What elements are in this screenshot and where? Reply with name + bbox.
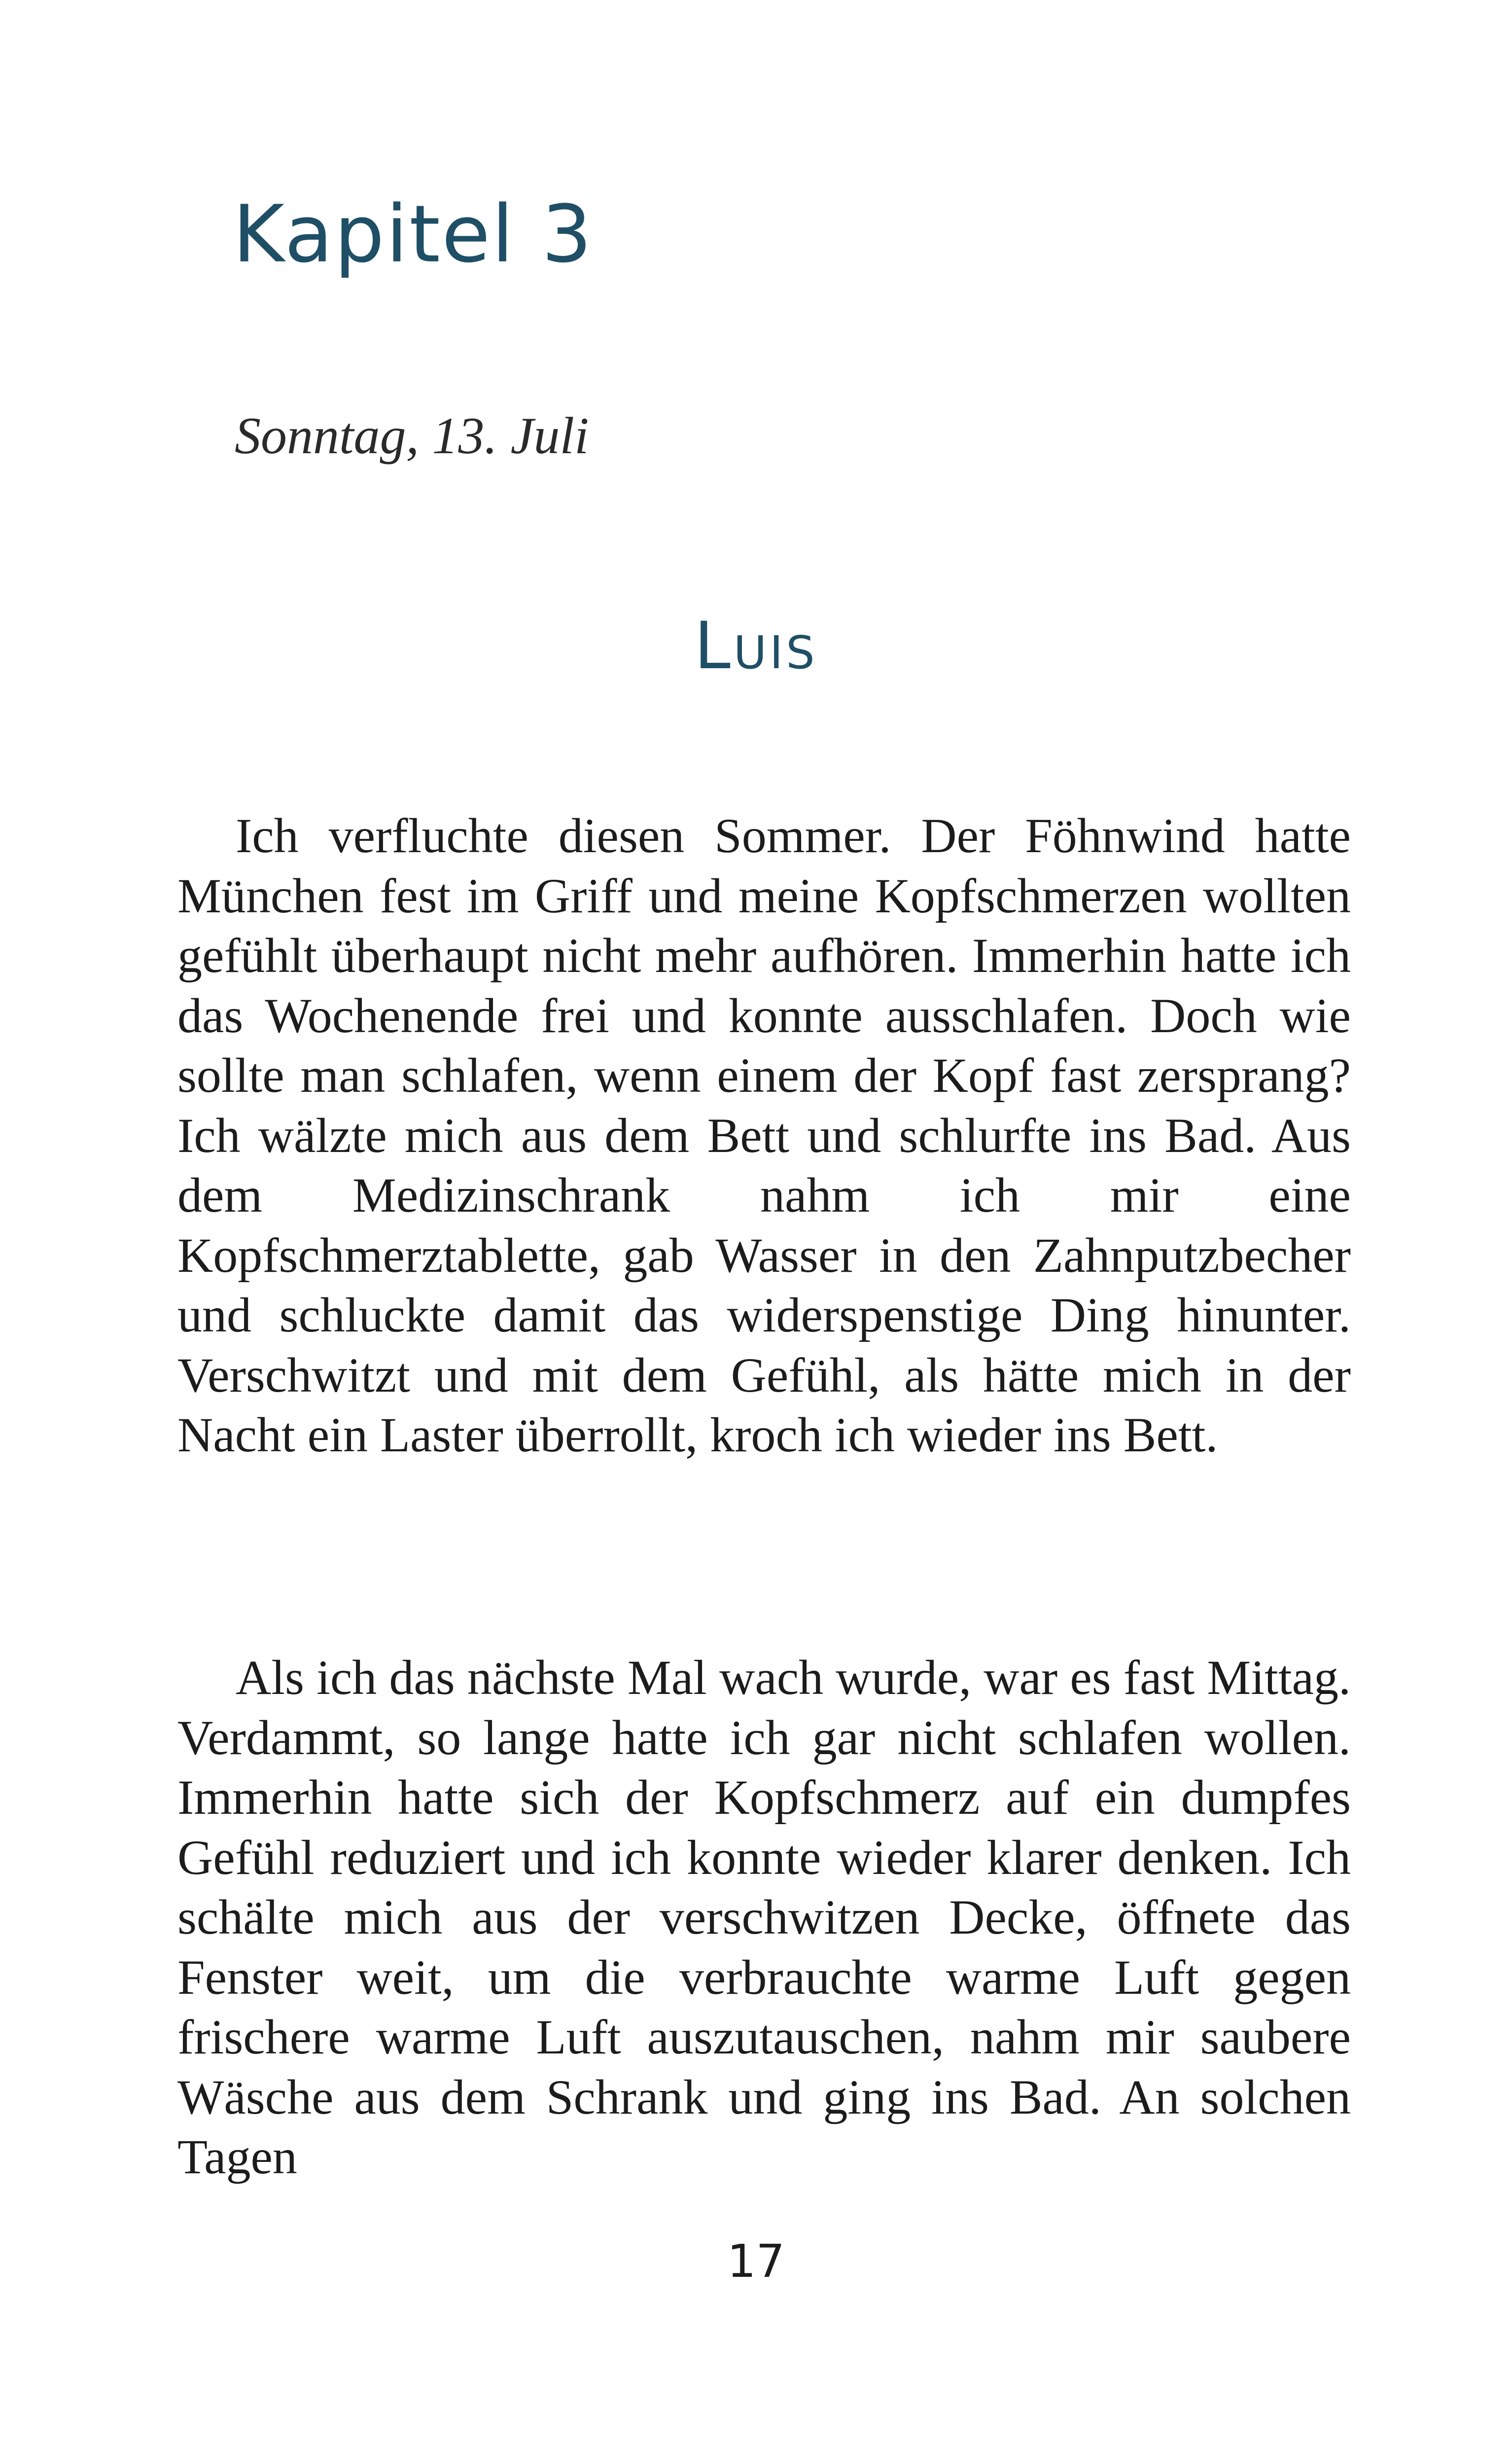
- paragraph-2: Als ich das nächste Mal wach wurde, war es fast Mittag. Verdammt, so lange hatte ich gar nicht schlafen wollen. Immerhin hatte sich der Kopfschmerz auf ein dumpfes Gefühl reduziert und ich konnte wieder klarer denken. Ich schälte mich aus der verschwitzen Decke, öffnete das Fenster weit, um die verbrauchte warme Luft gegen frischere warme Luft auszutauschen, nahm mir saubere Wäsche aus dem Schrank und ging ins Bad. An solchen Tagen: [177, 1650, 1351, 2184]
- paragraph-1: Ich verfluchte diesen Sommer. Der Föhnwind hatte München fest im Griff und meine Kopfschmerzen wollten gefühlt überhaupt nicht mehr aufhören. Immerhin hatte ich das Wochenende frei und konnte ausschlafen. Doch wie sollte man schlafen, wenn einem der Kopf fast zersprang? Ich wälzte mich aus dem Bett und schlurfte ins Bad. Aus dem Medizinschrank nahm ich mir eine Kopfschmerztablette, gab Wasser in den Zahnputzbecher und schluckte damit das widerspenstige Ding hinunter. Verschwitzt und mit dem Gefühl, als hätte mich in der Nacht ein Laster überrollt, kroch ich wieder ins Bett.: [177, 808, 1351, 1462]
- page-number: 17: [727, 2235, 785, 2288]
- chapter-title: Kapitel 3: [233, 188, 594, 280]
- chapter-date: Sonntag, 13. Juli: [235, 407, 589, 465]
- pov-heading: Luis: [694, 608, 818, 684]
